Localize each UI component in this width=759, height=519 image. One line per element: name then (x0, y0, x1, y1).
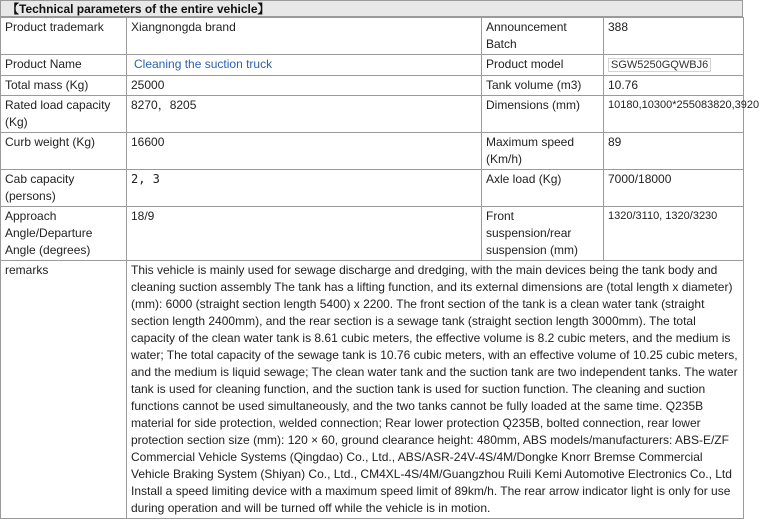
table-row (1, 170, 744, 207)
product-name-label: Product Name (1, 55, 127, 76)
model-label: Product model (482, 55, 604, 76)
total-mass-label: Total mass (Kg) (1, 76, 127, 96)
approach-angle-value: 18/9 (127, 207, 482, 261)
remarks-label: remarks (1, 261, 127, 519)
product-name-link[interactable]: Cleaning the suction truck (134, 57, 273, 71)
axle-load-value: 7000/18000 (604, 170, 744, 207)
total-mass-value: 25000 (127, 76, 482, 96)
suspension-value: 1320/3110, 1320/3230 (604, 207, 744, 261)
suspension-label: Front suspension/rear suspension (mm) (482, 207, 604, 261)
rated-load-label: Rated load capacity (Kg) (1, 96, 127, 133)
model-value: SGW5250GQWBJ6 (608, 58, 711, 72)
tank-volume-label: Tank volume (m3) (482, 76, 604, 96)
rated-load-value: 8270，8205 (127, 96, 482, 133)
trademark-label: Product trademark (1, 18, 127, 55)
table-row (1, 133, 744, 170)
batch-value: 388 (604, 18, 744, 55)
tank-volume-value: 10.76 (604, 76, 744, 96)
curb-weight-label: Curb weight (Kg) (1, 133, 127, 170)
max-speed-label: Maximum speed (Km/h) (482, 133, 604, 170)
approach-angle-label: Approach Angle/Departure Angle (degrees) (1, 207, 127, 261)
curb-weight-value: 16600 (127, 133, 482, 170)
dimensions-label: Dimensions (mm) (482, 96, 604, 133)
table-row (1, 18, 744, 55)
remarks-value: This vehicle is mainly used for sewage discharge and dredging, with the main devices being the tank body and cleaning suction assembly The tank has a lifting function, and its external dimensions are (total length x diameter) (mm): 6000 (straight section length 5400) x 2200. The front section of the tank is a clean water tank (straight section length 2400mm), and the rear section is a sewage tank (straight section length 3000mm). The total capacity of the clean water tank is 8.61 cubic meters, the effective volume is 8.2 cubic meters, and the medium is water; The total capacity of the sewage tank is 10.76 cubic meters, with an effective volume of 10.25 cubic meters, and the medium is liquid sewage; The clean water tank and the suction tank are two independent tanks. The water tank is used for cleaning function, and the suction tank is used for suction function. The cleaning and suction functions cannot be used simultaneously, and the two tanks cannot be fully loaded at the same time. Q235B material for side protection, welded connection; Rear lower protection Q235B, bolted connection, rear lower protection section size (mm): 120 × 60, ground clearance height: 480mm, ABS models/manufacturers: ABS-E/ZF Commercial Vehicle Systems (Qingdao) Co., Ltd., ABS/ASR-24V-4S/4M/Dongke Knorr Bremse Commercial Vehicle Braking System (Shiyan) Co., Ltd., CM4XL-4S/4M/Guangzhou Ruili Kemi Automotive Electronics Co., Ltd Install a speed limiting device with a maximum speed limit of 89km/h. The rear arrow indicator light is only for use during operation and will be turned off while the vehicle is in motion. (127, 261, 744, 519)
dimensions-value: 10180,10300*255083820,3920 (604, 96, 744, 133)
trademark-value: Xiangnongda brand (127, 18, 482, 55)
table-row (1, 76, 744, 96)
cab-capacity-label: Cab capacity (persons) (1, 170, 127, 207)
spec-table (0, 17, 759, 519)
table-row (1, 207, 744, 261)
max-speed-value: 89 (604, 133, 744, 170)
section-title: 【Technical parameters of the entire vehicle】 (0, 0, 743, 17)
axle-load-label: Axle load (Kg) (482, 170, 604, 207)
cab-capacity-value: 2, 3 (127, 170, 482, 207)
table-row (1, 96, 744, 133)
table-row (1, 55, 744, 76)
table-row (1, 261, 744, 519)
batch-label: Announcement Batch (482, 18, 604, 55)
